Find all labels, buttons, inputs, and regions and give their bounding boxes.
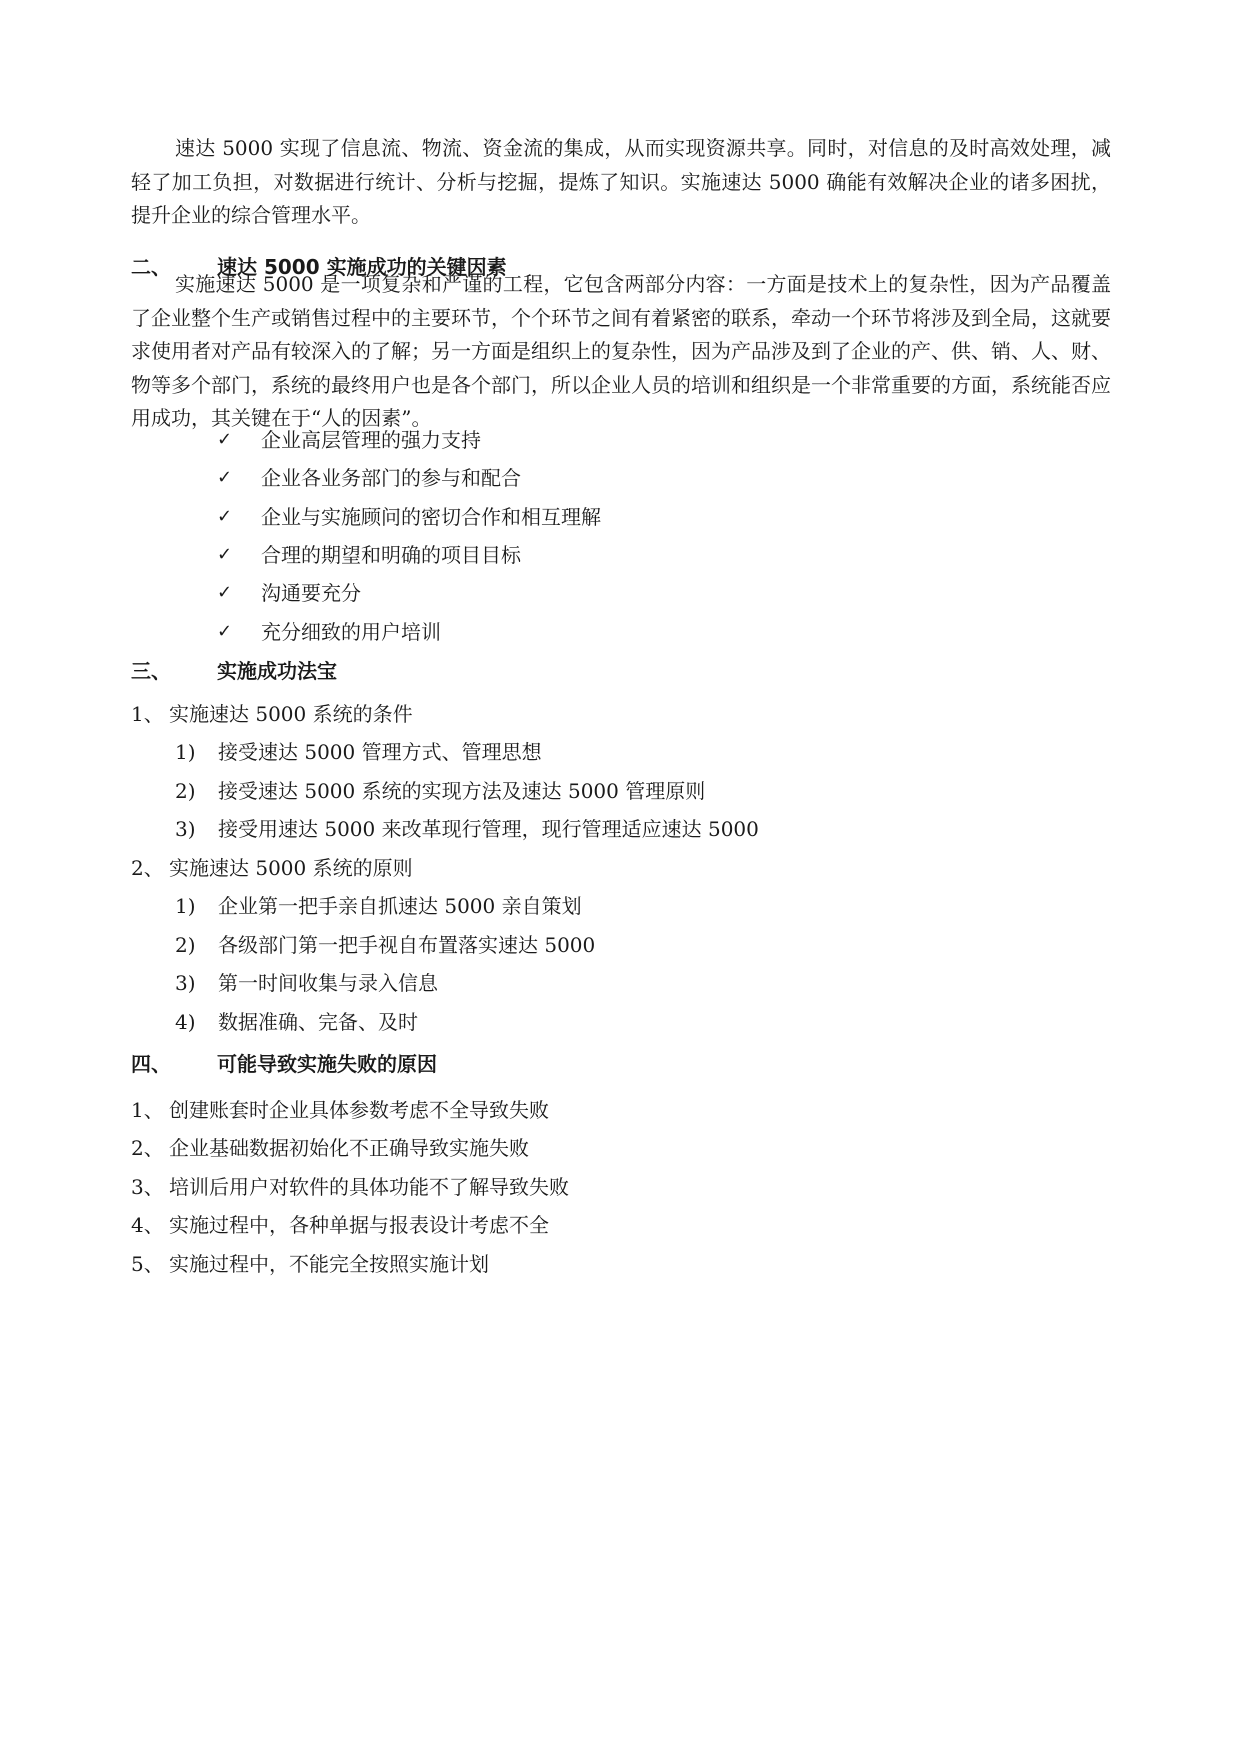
section-3-number: 三、: [131, 659, 171, 683]
sub-list-item: [175, 968, 438, 998]
sub-item-text: 接受用速达 5000 来改革现行管理，现行管理适应速达 5000: [218, 817, 759, 841]
list-item-text: 企业基础数据初始化不正确导致实施失败: [169, 1136, 529, 1160]
list-item-text: 实施过程中，不能完全按照实施计划: [169, 1252, 489, 1276]
list-item: [131, 1210, 549, 1240]
check-mark-icon: ✓: [217, 582, 233, 603]
section-2-paragraph: 实施速达 5000 是一项复杂和严谨的工程，它包含两部分内容：一方面是技术上的复杂性，因为产品覆盖了企业整个生产或销售过程中的主要环节，个个环节之间有着紧密的联系，牵动一个环节将涉及到全局，这就要求使用者对产品有较深入的了解；另一方面是组织上的复杂性，因为产品涉及到了企业的产、供、销、人、财、物等多个部门，系统的最终用户也是各个部门，所以企业人员的培训和组织是一个非常重要的方面，系统能否应用成功，其关键在于“人的因素”。: [131, 272, 1111, 430]
check-mark-icon: ✓: [217, 429, 233, 450]
checklist-item-label: 充分细致的用户培训: [261, 620, 441, 644]
list-item-text: 培训后用户对软件的具体功能不了解导致失败: [169, 1175, 569, 1199]
sub-item-number: 2): [175, 933, 196, 957]
checklist-item-label: 合理的期望和明确的项目目标: [261, 543, 521, 567]
sub-item-number: 3): [175, 817, 196, 841]
sub-item-number: 1): [175, 740, 196, 764]
section-3-heading: [131, 656, 337, 686]
check-mark-icon: ✓: [217, 467, 233, 488]
intro-paragraph: 速达 5000 实现了信息流、物流、资金流的集成，从而实现资源共享。同时，对信息的及时高效处理，减轻了加工负担，对数据进行统计、分析与挖掘，提炼了知识。实施速达 5000 确能有效解决企业的诸多困扰，提升企业的综合管理水平。: [131, 136, 1111, 227]
list-item-text: 实施过程中，各种单据与报表设计考虑不全: [169, 1213, 549, 1237]
list-item-number: 5、: [131, 1252, 164, 1276]
section-4-title: 可能导致实施失败的原因: [217, 1052, 437, 1076]
section-3-group-1: [131, 699, 413, 729]
section-3-group-2: [131, 853, 413, 883]
section-2-number: 二、: [131, 255, 171, 279]
checklist-item-label: 沟通要充分: [261, 581, 361, 605]
list-item: [131, 1095, 549, 1125]
list-item: [131, 1172, 569, 1202]
sub-list-item: [175, 891, 582, 921]
check-mark-icon: ✓: [217, 506, 233, 527]
sub-item-text: 接受速达 5000 管理方式、管理思想: [218, 740, 542, 764]
list-item: [131, 1249, 489, 1279]
sub-list-item: [175, 930, 595, 960]
sub-item-number: 3): [175, 971, 196, 995]
check-mark-icon: ✓: [217, 621, 233, 642]
sub-item-text: 企业第一把手亲自抓速达 5000 亲自策划: [218, 894, 582, 918]
check-mark-icon: ✓: [217, 544, 233, 565]
checklist-item-label: 企业各业务部门的参与和配合: [261, 466, 521, 490]
list-item-number: 4、: [131, 1213, 164, 1237]
sub-item-text: 各级部门第一把手视自布置落实速达 5000: [218, 933, 596, 957]
list-item-number: 2、: [131, 1136, 164, 1160]
group-label: 实施速达 5000 系统的条件: [169, 702, 413, 726]
sub-list-item: [175, 776, 705, 806]
group-number: 1、: [131, 702, 164, 726]
checklist-item-label: 企业与实施顾问的密切合作和相互理解: [261, 505, 601, 529]
sub-item-number: 1): [175, 894, 196, 918]
section-3-title: 实施成功法宝: [217, 659, 337, 683]
list-item: [131, 1133, 529, 1163]
list-item-text: 创建账套时企业具体参数考虑不全导致失败: [169, 1098, 549, 1122]
section-4-heading: [131, 1049, 437, 1079]
sub-list-item: [175, 814, 759, 844]
sub-list-item: [175, 1007, 418, 1037]
list-item-number: 1、: [131, 1098, 164, 1122]
sub-item-number: 2): [175, 779, 196, 803]
section-2-title: 速达 5000 实施成功的关键因素: [217, 255, 507, 279]
group-label: 实施速达 5000 系统的原则: [169, 856, 413, 880]
sub-list-item: [175, 737, 542, 767]
list-item-number: 3、: [131, 1175, 164, 1199]
section-4-number: 四、: [131, 1052, 171, 1076]
sub-item-number: 4): [175, 1010, 196, 1034]
sub-item-text: 第一时间收集与录入信息: [218, 971, 438, 995]
sub-item-text: 接受速达 5000 系统的实现方法及速达 5000 管理原则: [218, 779, 706, 803]
sub-item-text: 数据准确、完备、及时: [218, 1010, 418, 1034]
group-number: 2、: [131, 856, 164, 880]
checklist-item-label: 企业高层管理的强力支持: [261, 428, 481, 452]
